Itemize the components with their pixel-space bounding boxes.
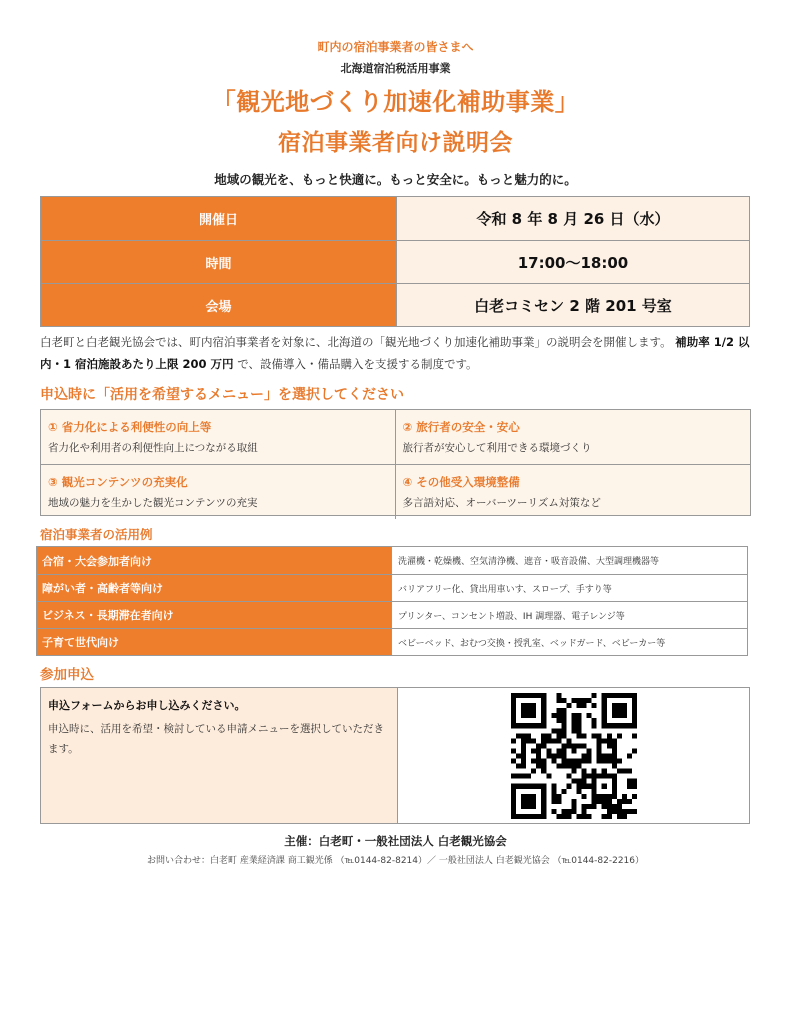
- menu-item-title: ② 旅行者の安全・安心: [402, 420, 520, 434]
- apply-instructions: [41, 688, 398, 823]
- event-date-label: 開催日: [41, 197, 397, 240]
- apply-box: [40, 687, 750, 824]
- page-subtitle: 宿泊事業者向け説明会: [278, 130, 513, 156]
- example-items: 洗濯機・乾燥機、空気清浄機、遮音・吸音設備、大型調理機器等: [392, 547, 747, 574]
- menu-item: [41, 465, 396, 519]
- apply-lead: 申込フォームからお申し込みください。: [48, 699, 246, 712]
- event-time-value: 17:00〜18:00: [397, 241, 749, 283]
- contact-text: お問い合わせ：白老町 産業経済課 商工観光係 （℡0144-82-8214）／ 一般社団法人 白老観光協会 （℡0144-82-2216）: [146, 856, 644, 866]
- apply-desc: 申込時に、活用を希望・検討している申請メニューを選択していただきます。: [48, 723, 384, 755]
- examples-table: [36, 546, 748, 656]
- menu-item: [396, 410, 751, 465]
- event-date-value: 令和 8 年 8 月 26 日（水）: [397, 197, 749, 240]
- menu-item-title: ③ 観光コンテンツの充実化: [48, 475, 188, 489]
- example-items: プリンター、コンセント増設、IH 調理器、電子レンジ等: [392, 602, 747, 628]
- event-venue-row: [41, 283, 749, 326]
- intro-text-2: で、設備導入・備品購入を支援する制度です。: [237, 357, 478, 371]
- example-target: 子育て世代向け: [37, 629, 392, 655]
- examples-section-heading: 宿泊事業者の活用例: [40, 527, 153, 542]
- organizer-text: 主催：白老町・一般社団法人 白老観光協会: [284, 834, 507, 848]
- table-row: [37, 547, 747, 574]
- event-time-row: [41, 240, 749, 283]
- menu-grid: [40, 409, 751, 516]
- event-time-label: 時間: [41, 241, 397, 283]
- menu-item-title: ④ その他受入環境整備: [402, 475, 520, 489]
- menu-section-heading: 申込時に「活用を希望するメニュー」を選択してください: [40, 387, 404, 403]
- subhead-text: 北海道宿泊税活用事業: [340, 62, 451, 75]
- intro-paragraph: [40, 331, 752, 375]
- event-info-table: [40, 196, 750, 327]
- example-target: ビジネス・長期滞在者向け: [37, 602, 392, 628]
- menu-item-desc: 省力化や利用者の利便性向上につながる取組: [48, 442, 258, 454]
- table-row: [37, 574, 747, 601]
- menu-item-title: ① 省力化による利便性の向上等: [48, 420, 212, 434]
- table-row: [37, 628, 747, 655]
- apply-section-heading: 参加申込: [40, 667, 94, 683]
- example-target: 合宿・大会参加者向け: [37, 547, 392, 574]
- qr-code-area: [398, 688, 749, 823]
- example-target: 障がい者・高齢者等向け: [37, 575, 392, 601]
- event-venue-label: 会場: [41, 284, 397, 326]
- menu-item: [396, 465, 751, 519]
- example-items: バリアフリー化、貸出用車いす、スロープ、手すり等: [392, 575, 747, 601]
- intro-text-1: 白老町と白老観光協会では、町内宿泊事業者を対象に、北海道の「観光地づくり加速化補助事業」の説明会を開催します。: [40, 335, 672, 349]
- subsidy-highlight: 補助率 1/2 以内・1 宿泊施設あたり上限 200 万円: [40, 335, 750, 371]
- menu-item-desc: 多言語対応、オーバーツーリズム対策など: [402, 497, 601, 509]
- example-items: ベビーベッド、おむつ交換・授乳室、ベッドガード、ベビーカー等: [392, 629, 747, 655]
- menu-item-desc: 旅行者が安心して利用できる環境づくり: [402, 442, 592, 454]
- event-date-row: [41, 197, 749, 240]
- table-row: [37, 601, 747, 628]
- kicker-text: 町内の宿泊事業者の皆さまへ: [317, 40, 474, 54]
- menu-item: [41, 410, 396, 465]
- menu-item-desc: 地域の魅力を生かした観光コンテンツの充実: [48, 497, 258, 509]
- tagline: 地域の観光を、もっと快適に。もっと安全に。もっと魅力的に。: [214, 172, 577, 187]
- event-venue-value: 白老コミセン 2 階 201 号室: [397, 284, 749, 326]
- qr-code-icon[interactable]: [511, 693, 637, 819]
- page-title: 「観光地づくり加速化補助事業」: [211, 88, 580, 116]
